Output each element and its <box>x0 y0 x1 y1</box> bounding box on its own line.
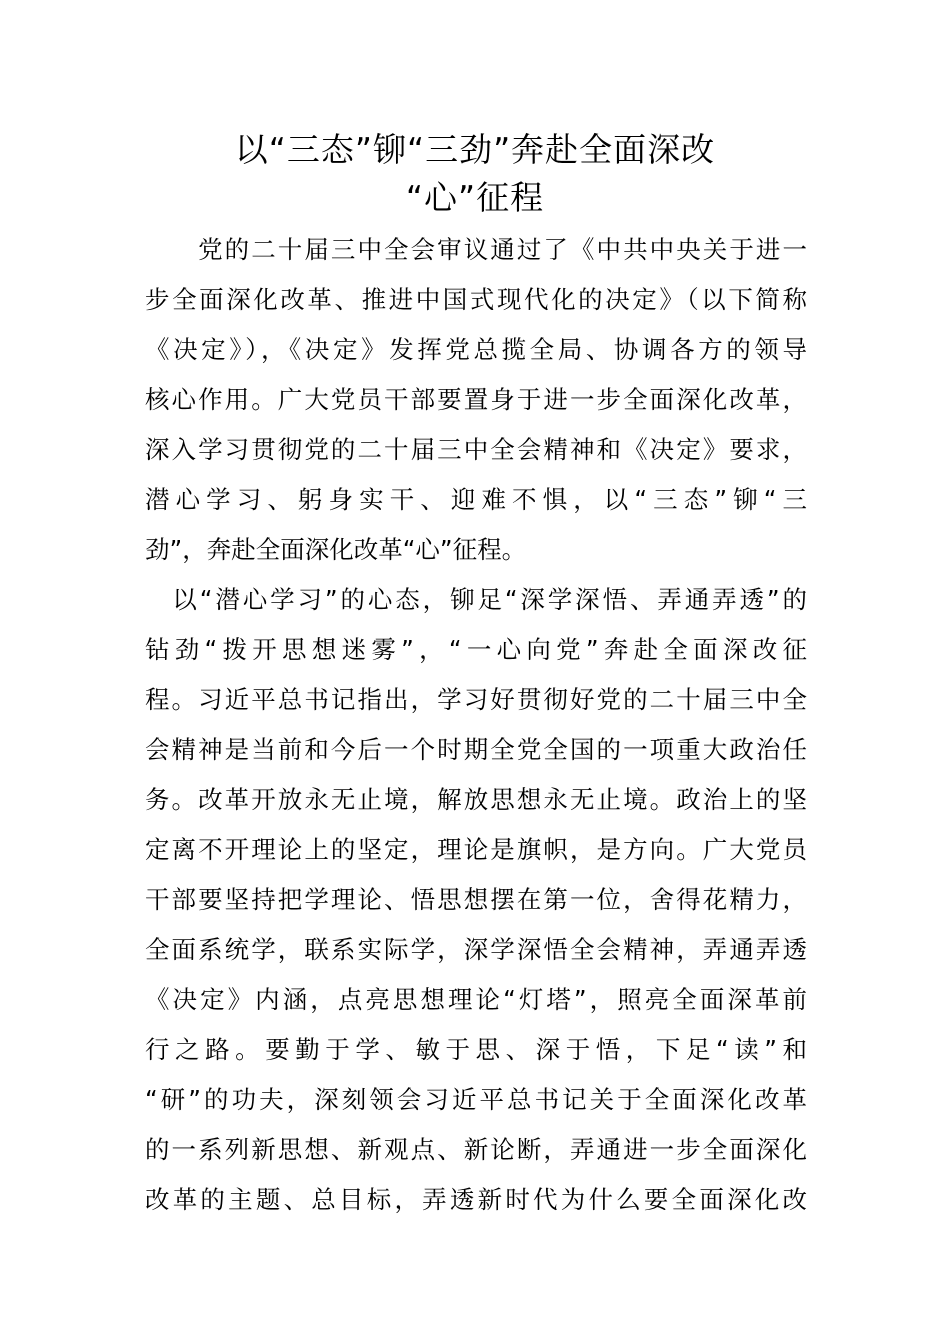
body-line: 务。改革开放永无止境，解放思想永无止境。政治上的坚 <box>145 785 807 814</box>
body-line: 全面系统学，联系实际学，深学深悟全会精神，弄通弄透 <box>145 935 807 964</box>
body-line: 改革的主题、总目标，弄透新时代为什么要全面深化改 <box>145 1185 807 1214</box>
body-line: 核心作用。广大党员干部要置身于进一步全面深化改革， <box>145 385 807 414</box>
document-body <box>145 225 807 1225</box>
body-line: 《决定》内涵，点亮思想理论“灯塔”，照亮全面深革前 <box>145 985 807 1014</box>
title-line-2: “心”征程 <box>405 178 545 217</box>
document-title <box>145 126 805 222</box>
body-line: 的一系列新思想、新观点、新论断，弄通进一步全面深化 <box>145 1135 807 1164</box>
body-line: 会精神是当前和今后一个时期全党全国的一项重大政治任 <box>145 735 807 764</box>
body-line: 干部要坚持把学理论、悟思想摆在第一位，舍得花精力， <box>145 885 807 914</box>
body-line: 党的二十届三中全会审议通过了《中共中央关于进一 <box>145 235 807 264</box>
body-line: 《决定》），《决定》发挥党总揽全局、协调各方的领导 <box>145 335 807 364</box>
body-line: 程。习近平总书记指出，学习好贯彻好党的二十届三中全 <box>145 685 807 714</box>
body-line: 钻劲“拨开思想迷雾”，“一心向党”奔赴全面深改征 <box>145 635 807 664</box>
body-line: 定离不开理论上的坚定，理论是旗帜，是方向。广大党员 <box>145 835 807 864</box>
body-line: 步全面深化改革、推进中国式现代化的决定》（以下简称 <box>145 285 807 314</box>
body-line: 行之路。要勤于学、敏于思、深于悟，下足“读”和 <box>145 1035 807 1064</box>
body-line: 劲”，奔赴全面深化改革“心”征程。 <box>145 535 527 564</box>
body-line: “研”的功夫，深刻领会习近平总书记关于全面深化改革 <box>145 1085 807 1114</box>
title-line-1: 以“三态”铆“三劲”奔赴全面深改 <box>234 130 716 169</box>
body-line: 以“潜心学习”的心态，铆足“深学深悟、弄通弄透”的 <box>145 585 807 614</box>
body-line: 潜心学习、躬身实干、迎难不惧，以“三态”铆“三 <box>145 485 807 514</box>
body-line: 深入学习贯彻党的二十届三中全会精神和《决定》要求， <box>145 435 807 464</box>
